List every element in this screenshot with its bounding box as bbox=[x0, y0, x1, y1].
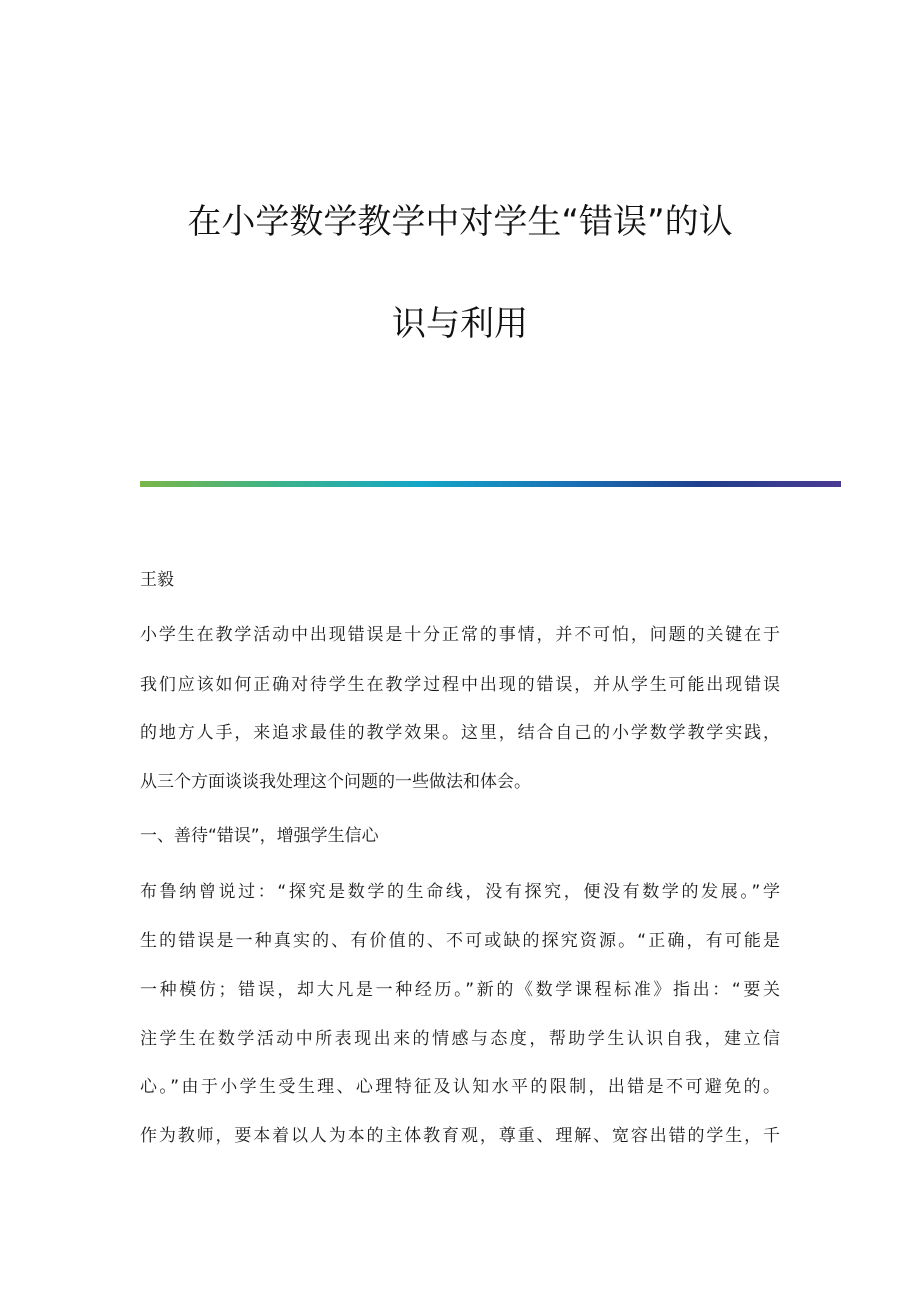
gradient-divider bbox=[140, 481, 841, 487]
author-name: 王毅 bbox=[140, 570, 174, 590]
paragraph-1-line-2: 我们应该如何正确对待学生在教学过程中出现的错误，并从学生可能出现错误 bbox=[140, 675, 780, 695]
paragraph-2-line-5: 心。”由于小学生受生理、心理特征及认知水平的限制，出错是不可避免的。 bbox=[140, 1077, 780, 1097]
paragraph-2-line-1: 布鲁纳曾说过：“探究是数学的生命线，没有探究，便没有数学的发展。”学 bbox=[140, 882, 780, 902]
paragraph-2-line-2: 生的错误是一种真实的、有价值的、不可或缺的探究资源。“正确，有可能是 bbox=[140, 931, 780, 951]
paragraph-2-line-6: 作为教师，要本着以人为本的主体教育观，尊重、理解、宽容出错的学生，千 bbox=[140, 1126, 780, 1146]
paragraph-1-line-3: 的地方人手，来追求最佳的教学效果。这里，结合自己的小学数学教学实践， bbox=[140, 723, 780, 743]
page-title-line-2: 识与利用 bbox=[392, 304, 528, 344]
paragraph-1-line-1: 小学生在教学活动中出现错误是十分正常的事情，并不可怕，问题的关键在于 bbox=[140, 625, 780, 645]
section-1-heading: 一、善待“错误”，增强学生信心 bbox=[140, 826, 379, 846]
paragraph-2-line-4: 注学生在数学活动中所表现出来的情感与态度，帮助学生认识自我，建立信 bbox=[140, 1029, 780, 1049]
paragraph-2-line-3: 一种模仿；错误，却大凡是一种经历。”新的《数学课程标准》指出：“要关 bbox=[140, 980, 780, 1000]
page-title-line-1: 在小学数学教学中对学生“错误”的认 bbox=[187, 202, 733, 242]
paragraph-1-line-4: 从三个方面谈谈我处理这个问题的一些做法和体会。 bbox=[140, 772, 531, 792]
